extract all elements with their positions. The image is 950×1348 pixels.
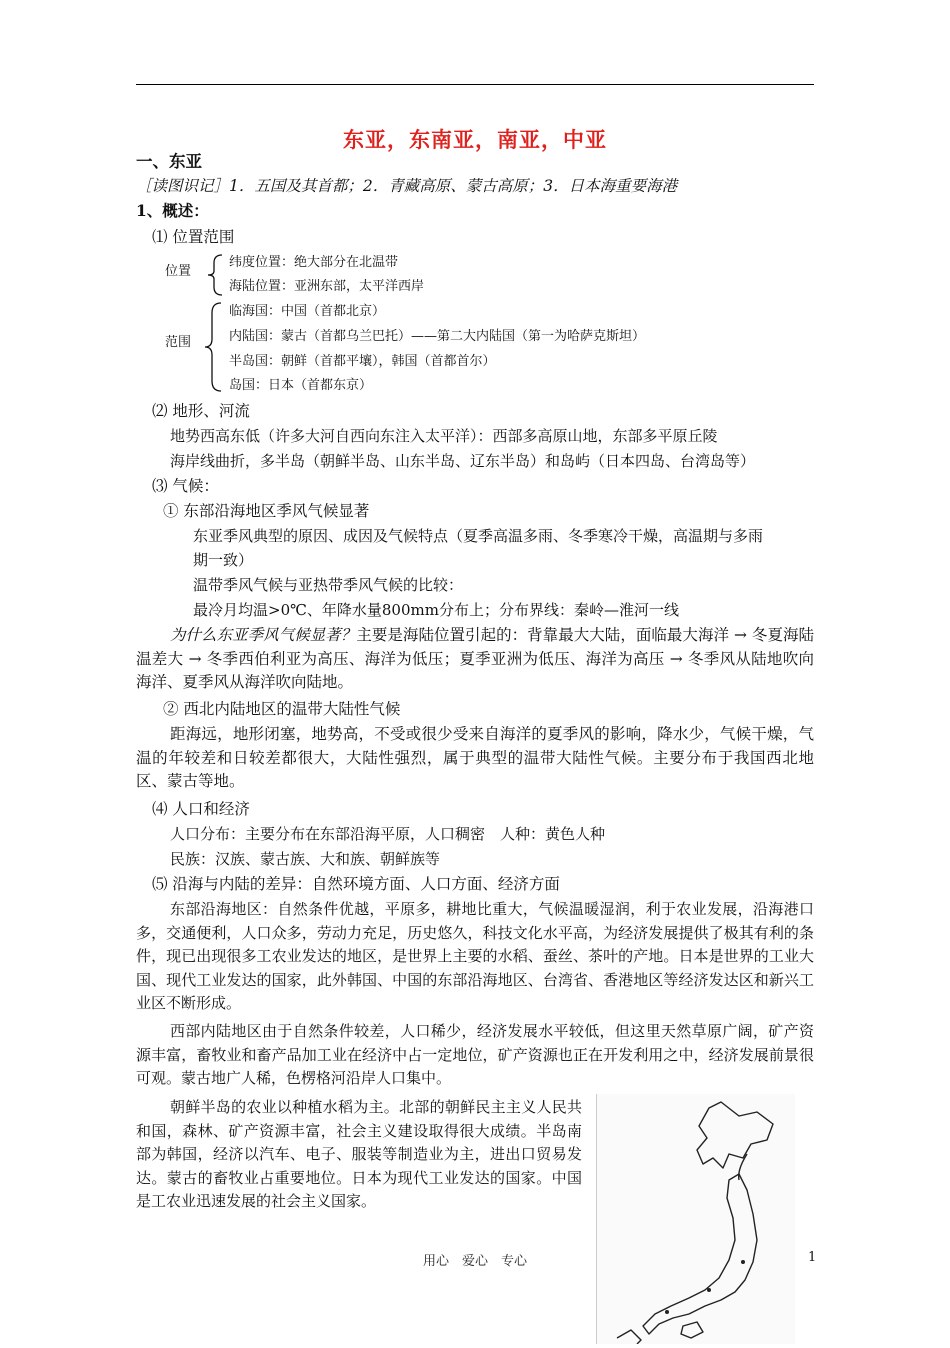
page-title: 东亚，东南亚，南亚，中亚 xyxy=(343,127,607,152)
position-brace xyxy=(206,253,226,297)
range-brace xyxy=(203,301,225,393)
japan-outline-drawing xyxy=(597,1094,795,1344)
continental-heading: ② 西北内陆地区的温带大陆性气候 xyxy=(163,700,401,718)
range-label: 范围 xyxy=(165,335,192,350)
coastal-paragraph: 东部沿海地区：自然条件优越，平原多，耕地比重大，气候温暖湿润，利于农业发展，沿海港口多，交通便利，人口众多，劳动力充足，历史悠久，科技文化水平高，为经济发展提供了极其有利的条件，现已出现很多工农业发达的地区，是世界上主要的水稻、蚕丝、茶叶的产地。日本是世界的工业大国、现代工业发达的国家，此外韩国、中国的东部沿海地区、台湾省、香港地区等经济发达区和新兴工业区不断形成。 xyxy=(136,900,814,1013)
position-label: 位置 xyxy=(165,264,192,279)
difference-heading: ⑸ 沿海与内陆的差异：自然环境方面、人口方面、经济方面 xyxy=(152,875,560,893)
why-monsoon-answer: 主要是海陆位置引起的：背靠最大大陆，面临最大海洋 → 冬夏海陆温差大 → 冬季西伯利亚为高压、海洋为低压；夏季亚洲为低压、海洋为高压 → 冬季风从陆地吹向海洋、夏季风从海洋吹向陆地。 xyxy=(136,626,814,692)
japan-map xyxy=(596,1094,795,1344)
monsoon-line-3: 温带季风气候与亚热带季风气候的比较： xyxy=(193,576,464,594)
monsoon-line-4: 最冷月均温>0℃、年降水量800mm分布上；分布界线：秦岭—淮河一线 xyxy=(193,601,679,619)
continental-paragraph: 距海远，地形闭塞，地势高，不受或很少受来自海洋的夏季风的影响，降水少，气候干燥，气温的年较差和日较差都很大，大陆性强烈，属于典型的温带大陆性气候。主要分布于我国西北地区、蒙古等地。 xyxy=(136,725,814,791)
population-heading: ⑷ 人口和经济 xyxy=(152,800,250,818)
section-heading-east-asia: 一、东亚 xyxy=(136,152,202,171)
ethnic-line: 民族：汉族、蒙古族、大和族、朝鲜族等 xyxy=(170,850,441,868)
read-map-note: ［读图识记］1．五国及其首都；2．青藏高原、蒙古高原；3．日本海重要海港 xyxy=(136,177,678,195)
island-country: 岛国：日本（首都东京） xyxy=(229,378,373,393)
why-monsoon-paragraph xyxy=(136,624,814,695)
peninsula-countries: 半岛国：朝鲜（首都平壤），韩国（首都首尔） xyxy=(229,354,496,369)
page-number: 1 xyxy=(808,1250,817,1265)
terrain-heading: ⑵ 地形、河流 xyxy=(152,402,250,420)
monsoon-heading: ① 东部沿海地区季风气候显著 xyxy=(163,502,370,520)
footer-text: 用心 爱心 专心 xyxy=(422,1254,527,1269)
why-monsoon-question: 为什么东亚季风气候显著？ xyxy=(170,626,357,644)
latitude-position: 纬度位置：绝大部分在北温带 xyxy=(229,255,399,270)
terrain-line-1: 地势西高东低（许多大河自西向东注入太平洋）：西部多高原山地，东部多平原丘陵 xyxy=(170,427,718,445)
overview-heading: 1、概述： xyxy=(136,201,209,220)
monsoon-line-2: 期一致） xyxy=(193,551,254,569)
korea-paragraph: 朝鲜半岛的农业以种植水稻为主。北部的朝鲜民主主义人民共和国，森林、矿产资源丰富，社会主义建设取得很大成绩。半岛南部为韩国，经济以汽车、电子、服装等制造业为主，进出口贸易发达。蒙古的畜牧业占重要地位。日本为现代工业发达的国家。中国是工农业迅速发展的社会主义国家。 xyxy=(136,1098,582,1211)
landlocked-country: 内陆国：蒙古（首都乌兰巴托）——第二大内陆国（第一为哈萨克斯坦） xyxy=(229,329,646,344)
terrain-line-2: 海岸线曲折，多半岛（朝鲜半岛、山东半岛、辽东半岛）和岛屿（日本四岛、台湾岛等） xyxy=(170,452,756,470)
land-sea-position: 海陆位置：亚洲东部，太平洋西岸 xyxy=(229,279,425,294)
location-range-heading: ⑴ 位置范围 xyxy=(152,228,235,246)
monsoon-line-1: 东亚季风典型的原因、成因及气候特点（夏季高温多雨、冬季寒冷干燥，高温期与多雨 xyxy=(193,527,764,545)
header-rule xyxy=(136,84,814,85)
inland-paragraph: 西部内陆地区由于自然条件较差，人口稀少，经济发展水平较低，但这里天然草原广阔，矿产资源丰富，畜牧业和畜产品加工业在经济中占一定地位，矿产资源也正在开发利用之中，经济发展前景很可观。蒙古地广人稀，色楞格河沿岸人口集中。 xyxy=(136,1022,814,1088)
population-line: 人口分布：主要分布在东部沿海平原，人口稠密 人种：黄色人种 xyxy=(170,825,606,843)
climate-heading: ⑶ 气候： xyxy=(152,477,219,495)
coastal-country: 临海国：中国（首都北京） xyxy=(229,304,386,319)
